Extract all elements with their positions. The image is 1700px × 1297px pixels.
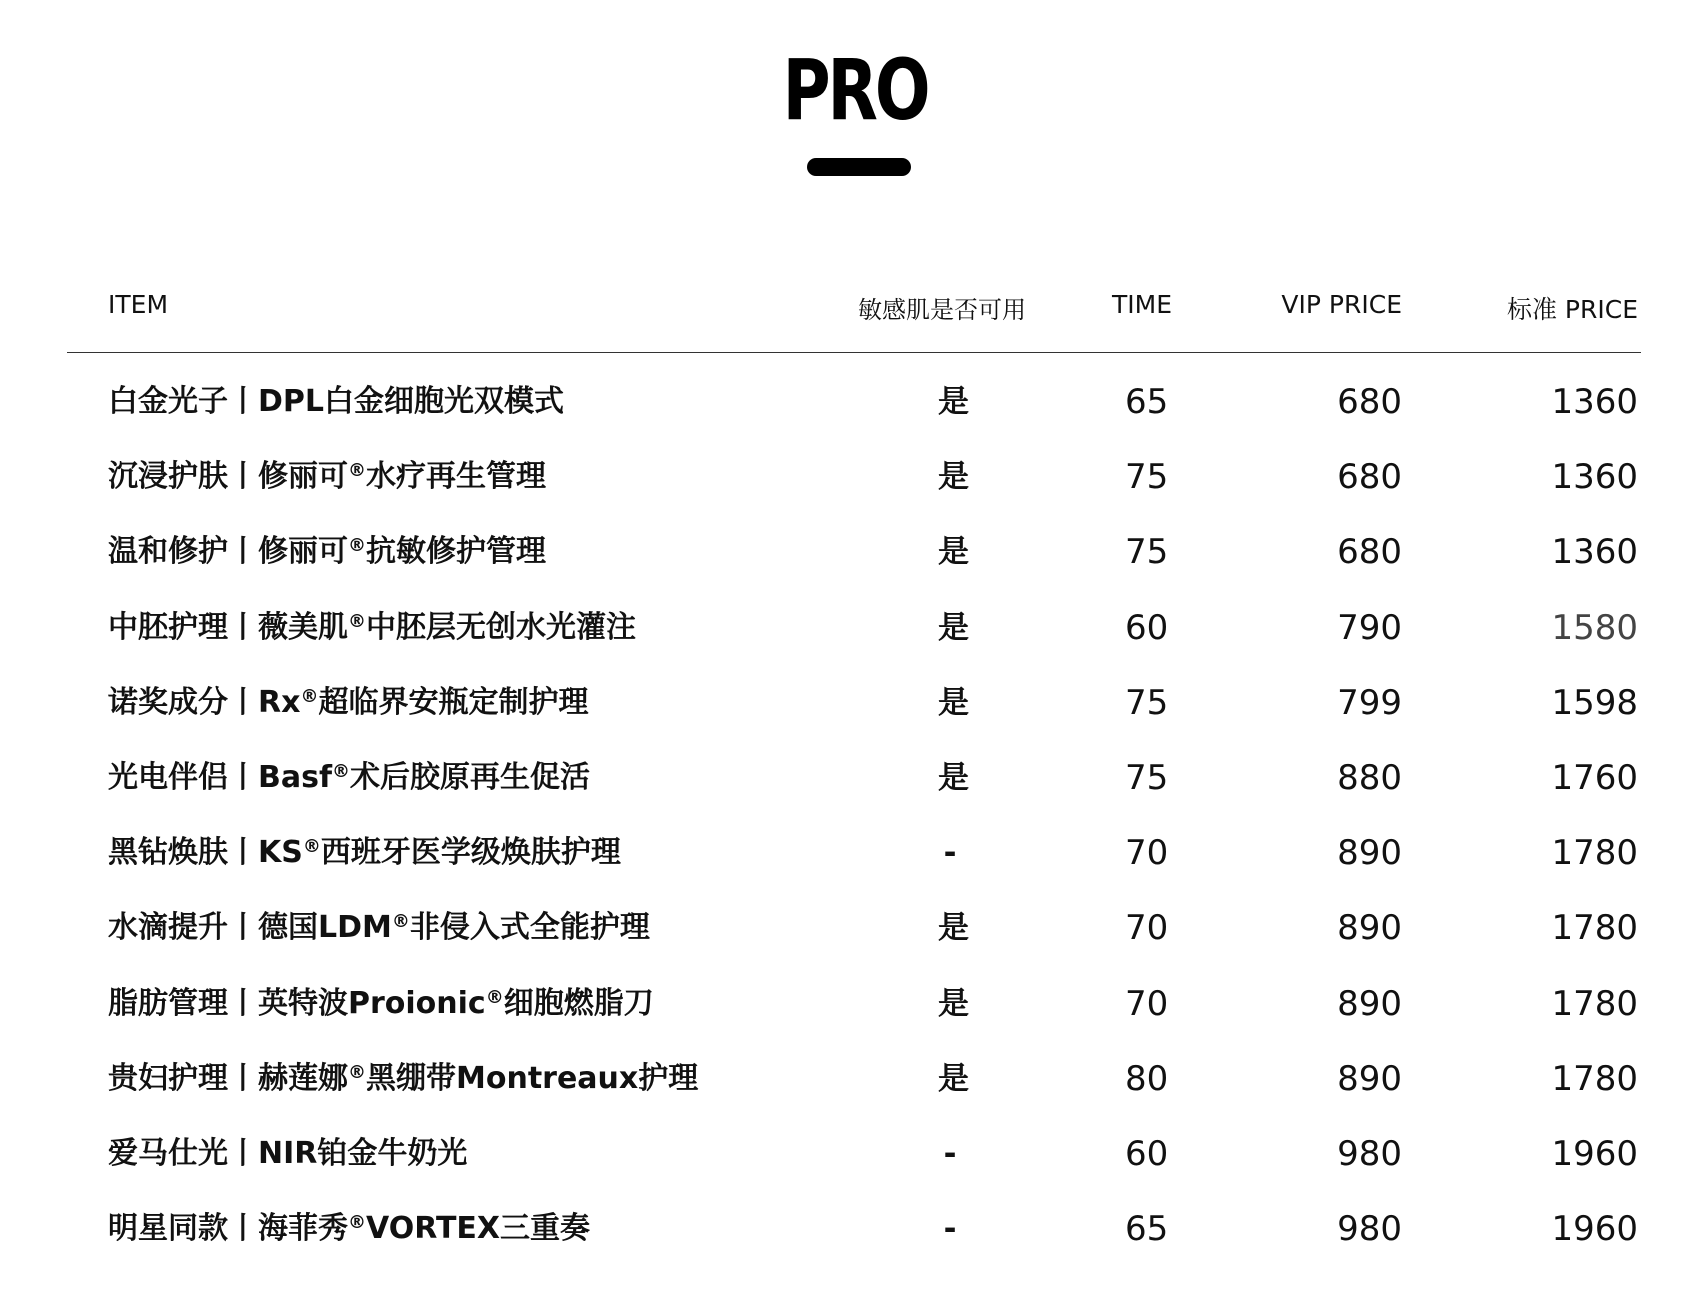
column-header-time: TIME xyxy=(1112,290,1173,319)
row-time: 70 xyxy=(1125,833,1169,874)
row-separator: 丨 xyxy=(228,1060,258,1096)
row-name: DPL白金细胞光双模式 xyxy=(258,384,565,419)
registered-mark: ® xyxy=(302,836,321,858)
table-row xyxy=(0,608,1700,683)
row-standard-price: 1780 xyxy=(1551,1058,1638,1099)
header-divider xyxy=(67,352,1641,353)
column-header-sensitive: 敏感肌是否可用 xyxy=(858,296,1026,324)
row-item xyxy=(108,908,650,948)
row-vip-price: 890 xyxy=(1337,908,1402,949)
row-category: 白金光子 xyxy=(108,384,228,419)
table-row xyxy=(0,532,1700,607)
row-item xyxy=(108,382,564,422)
table-row xyxy=(0,758,1700,833)
row-item xyxy=(108,833,621,873)
row-vip-price: 890 xyxy=(1337,1058,1402,1099)
row-time: 70 xyxy=(1125,908,1169,949)
row-separator: 丨 xyxy=(228,384,258,419)
row-standard-price: 1780 xyxy=(1551,908,1638,949)
row-category: 诺奖成分 xyxy=(108,684,228,720)
column-header-standard-price: 标准 PRICE xyxy=(1506,295,1638,324)
table-row xyxy=(0,457,1700,532)
row-sensitive: 是 xyxy=(938,759,969,796)
row-sensitive: 是 xyxy=(938,910,969,947)
row-separator: 丨 xyxy=(228,609,258,645)
row-category: 爱马仕光 xyxy=(108,1135,228,1171)
row-separator: 丨 xyxy=(228,1211,258,1247)
registered-mark: ® xyxy=(485,986,504,1008)
title-underline xyxy=(807,158,911,176)
registered-mark: ® xyxy=(300,685,319,707)
registered-mark: ® xyxy=(348,460,366,482)
row-category: 光电伴侣 xyxy=(108,759,228,795)
row-item xyxy=(108,683,588,723)
row-category: 黑钻焕肤 xyxy=(108,835,228,871)
row-standard-price: 1360 xyxy=(1551,457,1638,498)
row-sensitive: - xyxy=(943,1135,957,1172)
row-standard-price: 1580 xyxy=(1551,607,1638,648)
registered-mark: ® xyxy=(348,535,366,557)
table-row xyxy=(0,1209,1700,1284)
registered-mark: ® xyxy=(332,761,351,783)
row-separator: 丨 xyxy=(228,534,258,570)
column-header-item: ITEM xyxy=(108,290,169,319)
row-separator: 丨 xyxy=(228,985,258,1021)
row-separator: 丨 xyxy=(228,684,258,720)
row-vip-price: 790 xyxy=(1337,607,1402,648)
price-list xyxy=(0,382,1700,1284)
row-name: 赫莲娜®黑绷带Montreaux护理 xyxy=(258,1060,699,1096)
row-vip-price: 890 xyxy=(1337,983,1402,1024)
row-time: 65 xyxy=(1125,1209,1169,1250)
row-time: 75 xyxy=(1125,682,1169,723)
table-row xyxy=(0,833,1700,908)
row-vip-price: 680 xyxy=(1337,532,1402,573)
row-name: 薇美肌®中胚层无创水光灌注 xyxy=(258,609,636,645)
row-time: 60 xyxy=(1125,1133,1169,1174)
row-name: Basf®术后胶原再生促活 xyxy=(258,759,591,795)
row-time: 60 xyxy=(1125,607,1169,648)
row-category: 沉浸护肤 xyxy=(108,459,228,495)
row-item xyxy=(108,457,546,497)
row-category: 中胚护理 xyxy=(108,609,228,645)
row-name: Rx®超临界安瓶定制护理 xyxy=(258,684,589,720)
row-category: 贵妇护理 xyxy=(108,1060,228,1096)
row-separator: 丨 xyxy=(228,910,258,946)
row-standard-price: 1780 xyxy=(1551,833,1638,874)
row-separator: 丨 xyxy=(228,835,258,871)
row-item xyxy=(108,758,590,798)
row-vip-price: 680 xyxy=(1337,457,1402,498)
row-standard-price: 1960 xyxy=(1551,1133,1638,1174)
row-standard-price: 1760 xyxy=(1551,757,1638,798)
row-sensitive: 是 xyxy=(938,1060,969,1097)
row-separator: 丨 xyxy=(228,459,258,495)
row-category: 温和修护 xyxy=(108,534,228,570)
row-sensitive: 是 xyxy=(938,684,969,721)
table-row xyxy=(0,908,1700,983)
row-vip-price: 799 xyxy=(1337,682,1402,723)
row-time: 75 xyxy=(1125,757,1169,798)
row-name: 海菲秀®VORTEX三重奏 xyxy=(258,1211,591,1247)
row-category: 水滴提升 xyxy=(108,910,228,946)
row-item xyxy=(108,1134,467,1174)
row-item xyxy=(108,984,654,1024)
row-standard-price: 1960 xyxy=(1551,1209,1638,1250)
row-standard-price: 1360 xyxy=(1551,382,1638,422)
row-separator: 丨 xyxy=(228,759,258,795)
row-standard-price: 1360 xyxy=(1551,532,1638,573)
row-sensitive: - xyxy=(943,835,957,872)
registered-mark: ® xyxy=(348,1212,366,1234)
registered-mark: ® xyxy=(348,1061,366,1083)
table-row xyxy=(0,1059,1700,1134)
row-time: 75 xyxy=(1125,532,1169,573)
row-time: 65 xyxy=(1125,382,1169,422)
row-name: 德国LDM®非侵入式全能护理 xyxy=(258,910,650,946)
row-time: 75 xyxy=(1125,457,1169,498)
row-name: KS®西班牙医学级焕肤护理 xyxy=(258,835,621,871)
table-row xyxy=(0,1134,1700,1209)
row-vip-price: 880 xyxy=(1337,757,1402,798)
table-row xyxy=(0,382,1700,457)
row-item xyxy=(108,532,546,572)
row-sensitive: - xyxy=(943,1211,957,1248)
row-item xyxy=(108,1059,698,1099)
row-time: 80 xyxy=(1125,1058,1169,1099)
row-name: 英特波Proionic®细胞燃脂刀 xyxy=(258,985,654,1021)
row-vip-price: 980 xyxy=(1337,1209,1402,1250)
row-vip-price: 980 xyxy=(1337,1133,1402,1174)
row-separator: 丨 xyxy=(228,1135,258,1171)
page-title: PRO xyxy=(782,41,928,139)
row-time: 70 xyxy=(1125,983,1169,1024)
row-sensitive: 是 xyxy=(938,985,969,1022)
registered-mark: ® xyxy=(391,911,410,933)
registered-mark: ® xyxy=(348,610,366,632)
row-sensitive: 是 xyxy=(938,459,969,496)
row-name: 修丽可®水疗再生管理 xyxy=(258,459,546,495)
row-standard-price: 1780 xyxy=(1551,983,1638,1024)
row-item xyxy=(108,608,636,648)
row-sensitive: 是 xyxy=(938,534,969,571)
table-row xyxy=(0,683,1700,758)
row-category: 明星同款 xyxy=(108,1211,228,1247)
row-name: 修丽可®抗敏修护管理 xyxy=(258,534,546,570)
row-vip-price: 680 xyxy=(1337,382,1402,422)
table-header xyxy=(0,290,1700,330)
table-row xyxy=(0,984,1700,1059)
row-name: NIR铂金牛奶光 xyxy=(258,1135,468,1171)
row-vip-price: 890 xyxy=(1337,833,1402,874)
row-item xyxy=(108,1209,590,1249)
row-category: 脂肪管理 xyxy=(108,985,228,1021)
row-standard-price: 1598 xyxy=(1551,682,1638,723)
row-sensitive: 是 xyxy=(938,384,969,420)
column-header-vip-price: VIP PRICE xyxy=(1281,290,1402,319)
row-sensitive: 是 xyxy=(938,609,969,646)
